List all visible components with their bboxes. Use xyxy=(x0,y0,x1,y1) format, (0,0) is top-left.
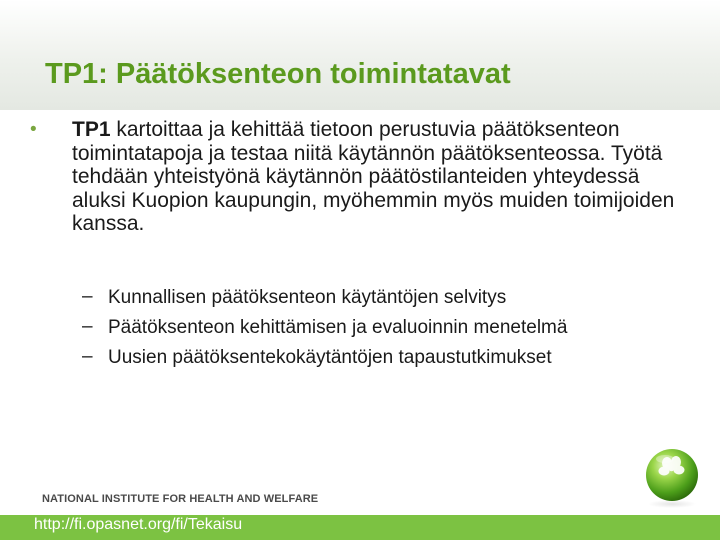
sub-bullet-text: Päätöksenteon kehittämisen ja evaluoinnin menetelmä xyxy=(108,317,568,338)
bullet-bold-lead: TP1 xyxy=(72,118,111,141)
title-band xyxy=(0,0,720,110)
sub-bullet-text: Kunnallisen päätöksenteon käytäntöjen selvitys xyxy=(108,287,507,308)
bullet-body: kartoittaa ja kehittää tietoon perustuvia päätöksenteon toimintatapoja ja testaa niitä käytännön päätöksenteossa. Työtä tehdään yhteistyönä käytännön päätöstilanteiden yhteydessä aluksi Kuopion kaupungin, myöhemmin myös muiden toimijoiden kanssa. xyxy=(72,118,675,235)
dash-icon: – xyxy=(82,346,93,367)
bullet-dot-icon: • xyxy=(30,119,37,140)
main-bullet-text xyxy=(72,118,690,236)
dash-icon: – xyxy=(82,316,93,337)
sub-bullet-list xyxy=(82,286,682,376)
slide-title: TP1: Päätöksenteon toimintatavat xyxy=(45,58,511,90)
sub-bullet-text: Uusien päätöksentekokäytäntöjen tapaustutkimukset xyxy=(108,347,552,368)
main-bullet xyxy=(30,118,690,236)
org-logo-text: NATIONAL INSTITUTE FOR HEALTH AND WELFARE xyxy=(42,493,319,505)
sub-bullet xyxy=(82,286,682,309)
sub-bullet xyxy=(82,346,682,369)
sub-bullet xyxy=(82,316,682,339)
footer-url-link[interactable]: http://fi.opasnet.org/fi/Tekaisu xyxy=(34,516,243,533)
main-bullet-list xyxy=(30,118,690,236)
dash-icon: – xyxy=(82,286,93,307)
thl-globe-icon xyxy=(641,446,703,508)
